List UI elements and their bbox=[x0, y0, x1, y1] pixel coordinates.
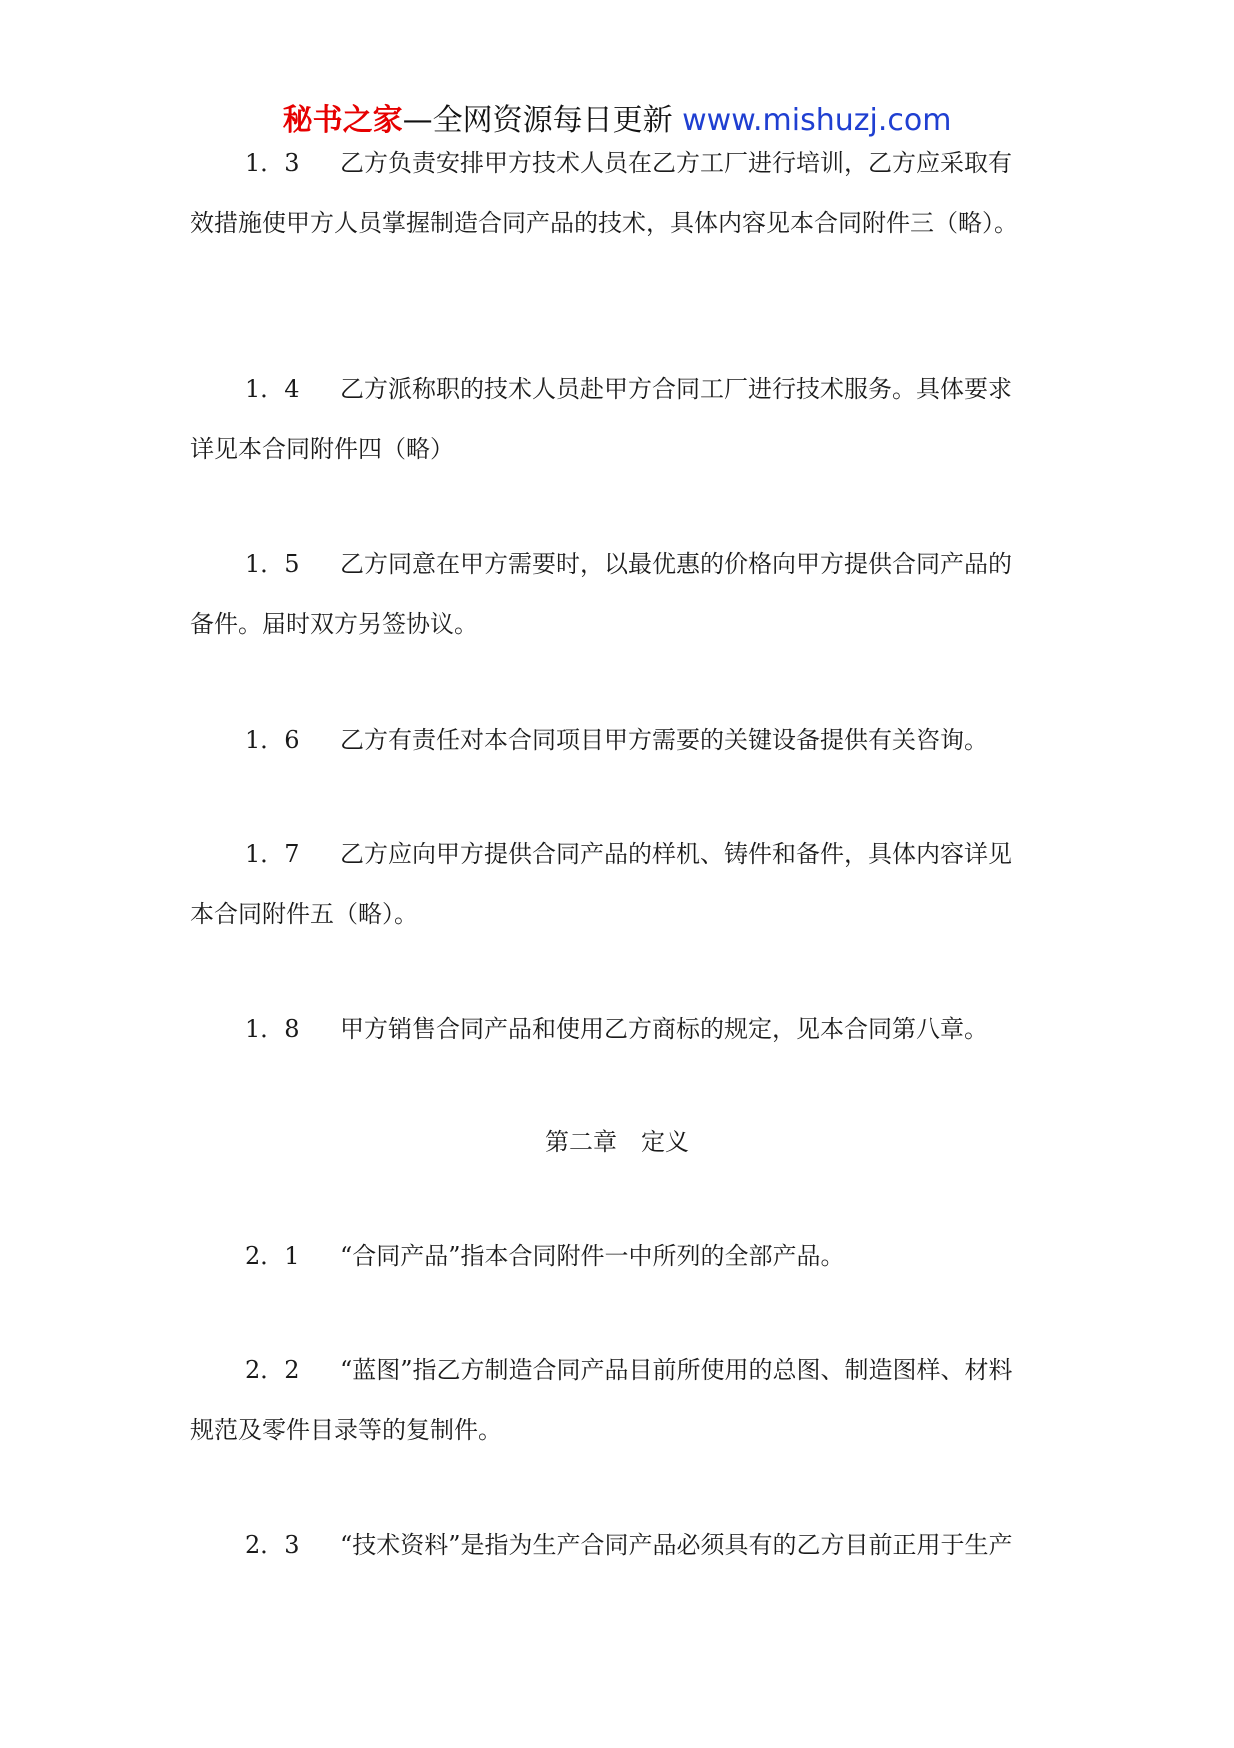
clause-1-4 bbox=[190, 359, 1050, 479]
header-slogan: —全网资源每日更新 bbox=[402, 103, 673, 138]
clause-text: 乙方派称职的技术人员赴甲方合同工厂进行技术服务。具体要求 bbox=[340, 375, 1012, 403]
clause-text: “技术资料”是指为生产合同产品必须具有的乙方目前正用于生产 bbox=[340, 1531, 1013, 1559]
clause-number: 2．1 bbox=[245, 1242, 300, 1270]
clause-2-1 bbox=[190, 1226, 1050, 1286]
clause-text: “蓝图”指乙方制造合同产品目前所使用的总图、制造图样、材料 bbox=[340, 1356, 1013, 1384]
clause-number: 1．3 bbox=[245, 149, 300, 177]
clause-number: 1．8 bbox=[245, 1015, 300, 1043]
clause-text: 乙方有责任对本合同项目甲方需要的关键设备提供有关咨询。 bbox=[340, 726, 988, 754]
clause-text: 甲方销售合同产品和使用乙方商标的规定，见本合同第八章。 bbox=[340, 1015, 988, 1043]
site-url-link[interactable]: www.mishuzj.com bbox=[682, 103, 952, 138]
clause-text: 乙方负责安排甲方技术人员在乙方工厂进行培训，乙方应采取有 bbox=[340, 149, 1012, 177]
clause-text: 规范及零件目录等的复制件。 bbox=[190, 1416, 502, 1444]
clause-number: 2．2 bbox=[245, 1356, 300, 1384]
brand-name: 秘书之家 bbox=[282, 103, 403, 138]
clause-number: 1．5 bbox=[245, 550, 300, 578]
chapter-heading: 第二章 定义 bbox=[545, 1128, 689, 1156]
clause-text: 效措施使甲方人员掌握制造合同产品的技术，具体内容见本合同附件三（略）。 bbox=[190, 209, 1018, 237]
clause-text: 备件。届时双方另签协议。 bbox=[190, 610, 478, 638]
clause-text: 本合同附件五（略）。 bbox=[190, 900, 418, 928]
clause-text: 乙方应向甲方提供合同产品的样机、铸件和备件，具体内容详见 bbox=[340, 840, 1012, 868]
clause-number: 1．4 bbox=[245, 375, 300, 403]
clause-1-3 bbox=[190, 133, 1050, 253]
clause-text: 乙方同意在甲方需要时，以最优惠的价格向甲方提供合同产品的 bbox=[340, 550, 1012, 578]
clause-2-3 bbox=[190, 1515, 1050, 1575]
clause-2-2 bbox=[190, 1340, 1050, 1460]
clause-1-7 bbox=[190, 824, 1050, 944]
clause-1-6 bbox=[190, 710, 1050, 770]
clause-number: 2．3 bbox=[245, 1531, 300, 1559]
clause-number: 1．6 bbox=[245, 726, 300, 754]
clause-text: 详见本合同附件四（略） bbox=[190, 435, 454, 463]
clause-1-8 bbox=[190, 999, 1050, 1059]
clause-text: “合同产品”指本合同附件一中所列的全部产品。 bbox=[340, 1242, 845, 1270]
clause-1-5 bbox=[190, 534, 1050, 654]
clause-number: 1．7 bbox=[245, 840, 300, 868]
